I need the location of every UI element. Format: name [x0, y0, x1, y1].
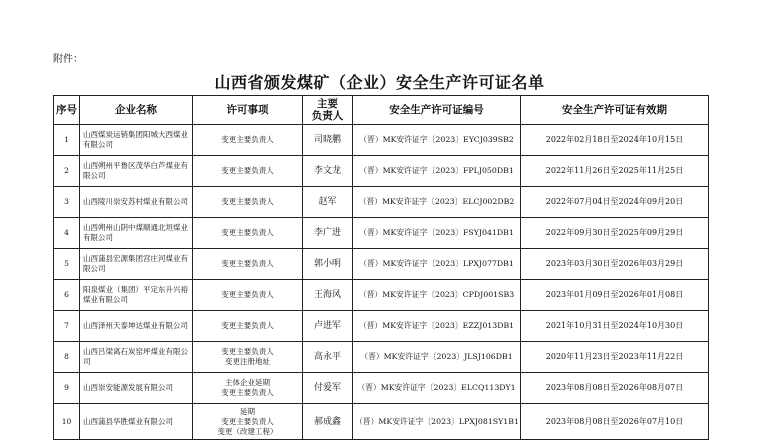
row-no: 7 — [54, 311, 80, 342]
company-name: 山西泽州天泰坤达煤业有限公司 — [80, 311, 193, 342]
permit-item: 变更注册地址 — [225, 357, 270, 366]
company-name: 阳泉煤业（集团）平定东升兴裕煤业有限公司 — [80, 280, 193, 311]
validity-period: 2020年11月23日至2023年11月22日 — [521, 342, 709, 373]
row-no: 6 — [54, 280, 80, 311]
validity-period: 2022年07月04日至2024年09月20日 — [521, 187, 709, 218]
permit-item: 变更主要负责人 — [221, 197, 274, 206]
company-name: 山西陵川崇安苏村煤业有限公司 — [80, 187, 193, 218]
permit-item: 变更（改建工程） — [217, 426, 278, 436]
permit-items — [193, 249, 303, 280]
table-row — [54, 404, 709, 440]
validity-period: 2023年08月08日至2026年08月07日 — [521, 373, 709, 404]
permit-items — [193, 156, 303, 187]
validity-period: 2023年01月09日至2026年01月08日 — [521, 280, 709, 311]
validity-period: 2021年10月31日至2024年10月30日 — [521, 311, 709, 342]
header-company: 企业名称 — [80, 96, 193, 125]
permit-item: 变更主要负责人 — [221, 290, 274, 299]
table-header-row — [54, 96, 709, 125]
row-no: 9 — [54, 373, 80, 404]
permit-items — [193, 218, 303, 249]
principal-name: 李广进 — [303, 218, 353, 249]
permit-item: 主体企业延期 — [225, 378, 270, 387]
company-name: 山西吕梁离石炭窑坪煤业有限公司 — [80, 342, 193, 373]
cert-number: （晋）MK安许证字〔2023〕EYCJ039SB2 — [353, 125, 521, 156]
row-no: 5 — [54, 249, 80, 280]
principal-name: 卢进军 — [303, 311, 353, 342]
header-principal-line2: 负责人 — [311, 110, 344, 122]
table-row — [54, 280, 709, 311]
table-row — [54, 342, 709, 373]
company-name: 山西朔州平鲁区茂华白芦煤业有限公司 — [80, 156, 193, 187]
row-no: 3 — [54, 187, 80, 218]
principal-name: 郝成鑫 — [303, 404, 353, 440]
header-no: 序号 — [54, 96, 80, 125]
row-no: 8 — [54, 342, 80, 373]
cert-number: （晋）MK安许证字〔2023〕FPLJ050DB1 — [353, 156, 521, 187]
permit-items — [193, 404, 303, 440]
permit-item: 延期 — [240, 406, 255, 416]
permit-items — [193, 125, 303, 156]
row-no: 1 — [54, 125, 80, 156]
cert-number: （晋）MK安许证字〔2023〕ELCQ113DY1 — [353, 373, 521, 404]
cert-number: （晋）MK安许证字〔2023〕FSYJ041DB1 — [353, 218, 521, 249]
validity-period: 2023年08月08日至2026年07月10日 — [521, 404, 709, 440]
company-name: 山西崇安能源发展有限公司 — [80, 373, 193, 404]
table-row — [54, 125, 709, 156]
header-validity: 安全生产许可证有效期 — [521, 96, 709, 125]
principal-name: 高永平 — [303, 342, 353, 373]
permit-item: 变更主要负责人 — [221, 228, 274, 237]
table-body — [54, 125, 709, 440]
attachment-label: 附件： — [53, 54, 83, 65]
row-no: 10 — [54, 404, 80, 440]
table-row — [54, 218, 709, 249]
license-table — [53, 95, 709, 440]
permit-items — [193, 280, 303, 311]
company-name: 山西蒲县宏源集团宫庄河煤业有限公司 — [80, 249, 193, 280]
validity-period: 2022年09月30日至2025年09月29日 — [521, 218, 709, 249]
header-permit-item: 许可事项 — [193, 96, 303, 125]
header-cert-no: 安全生产许可证编号 — [353, 96, 521, 125]
principal-name: 司晓鹏 — [303, 125, 353, 156]
permit-item: 变更主要负责人 — [221, 135, 274, 144]
document-title: 山西省颁发煤矿（企业）安全生产许可证名单 — [214, 73, 545, 92]
permit-item: 变更主要负责人 — [221, 259, 274, 268]
company-name: 山西朔州山阴中煤顺通北坦煤业有限公司 — [80, 218, 193, 249]
table-row — [54, 373, 709, 404]
permit-item: 变更主要负责人 — [221, 388, 274, 397]
validity-period: 2022年02月18日至2024年10月15日 — [521, 125, 709, 156]
cert-number: （晋）MK安许证字〔2023〕EZZJ013DB1 — [353, 311, 521, 342]
permit-item: 变更主要负责人 — [221, 347, 274, 356]
permit-items — [193, 342, 303, 373]
company-name: 山西蒲县华胜煤业有限公司 — [80, 404, 193, 440]
principal-name: 赵军 — [303, 187, 353, 218]
cert-number: （晋）MK安许证字〔2023〕JLSJ106DB1 — [353, 342, 521, 373]
permit-items — [193, 373, 303, 404]
permit-item: 变更主要负责人 — [221, 321, 274, 330]
cert-number: （晋）MK安许证字〔2023〕ELCJ002DB2 — [353, 187, 521, 218]
principal-name: 李文龙 — [303, 156, 353, 187]
permit-item: 变更主要负责人 — [221, 166, 274, 175]
cert-number: （晋）MK安许证字〔2023〕CPDJ001SB3 — [353, 280, 521, 311]
principal-name: 付爱军 — [303, 373, 353, 404]
cert-number: （晋）MK安许证字〔2023〕LPXJ081SY1B1 — [353, 404, 521, 440]
company-name: 山西煤炭运销集团阳城大西煤业有限公司 — [80, 125, 193, 156]
principal-name: 郭小明 — [303, 249, 353, 280]
validity-period: 2022年11月26日至2025年11月25日 — [521, 156, 709, 187]
permit-item: 变更主要负责人 — [221, 416, 274, 426]
permit-items — [193, 187, 303, 218]
table-row — [54, 311, 709, 342]
header-principal-line1: 主要 — [317, 98, 338, 110]
table-row — [54, 156, 709, 187]
row-no: 4 — [54, 218, 80, 249]
principal-name: 王海风 — [303, 280, 353, 311]
row-no: 2 — [54, 156, 80, 187]
cert-number: （晋）MK安许证字〔2023〕LPXJ077DB1 — [353, 249, 521, 280]
permit-items — [193, 311, 303, 342]
table-row — [54, 249, 709, 280]
table-row — [54, 187, 709, 218]
header-principal — [303, 96, 353, 125]
validity-period: 2023年03月30日至2026年03月29日 — [521, 249, 709, 280]
